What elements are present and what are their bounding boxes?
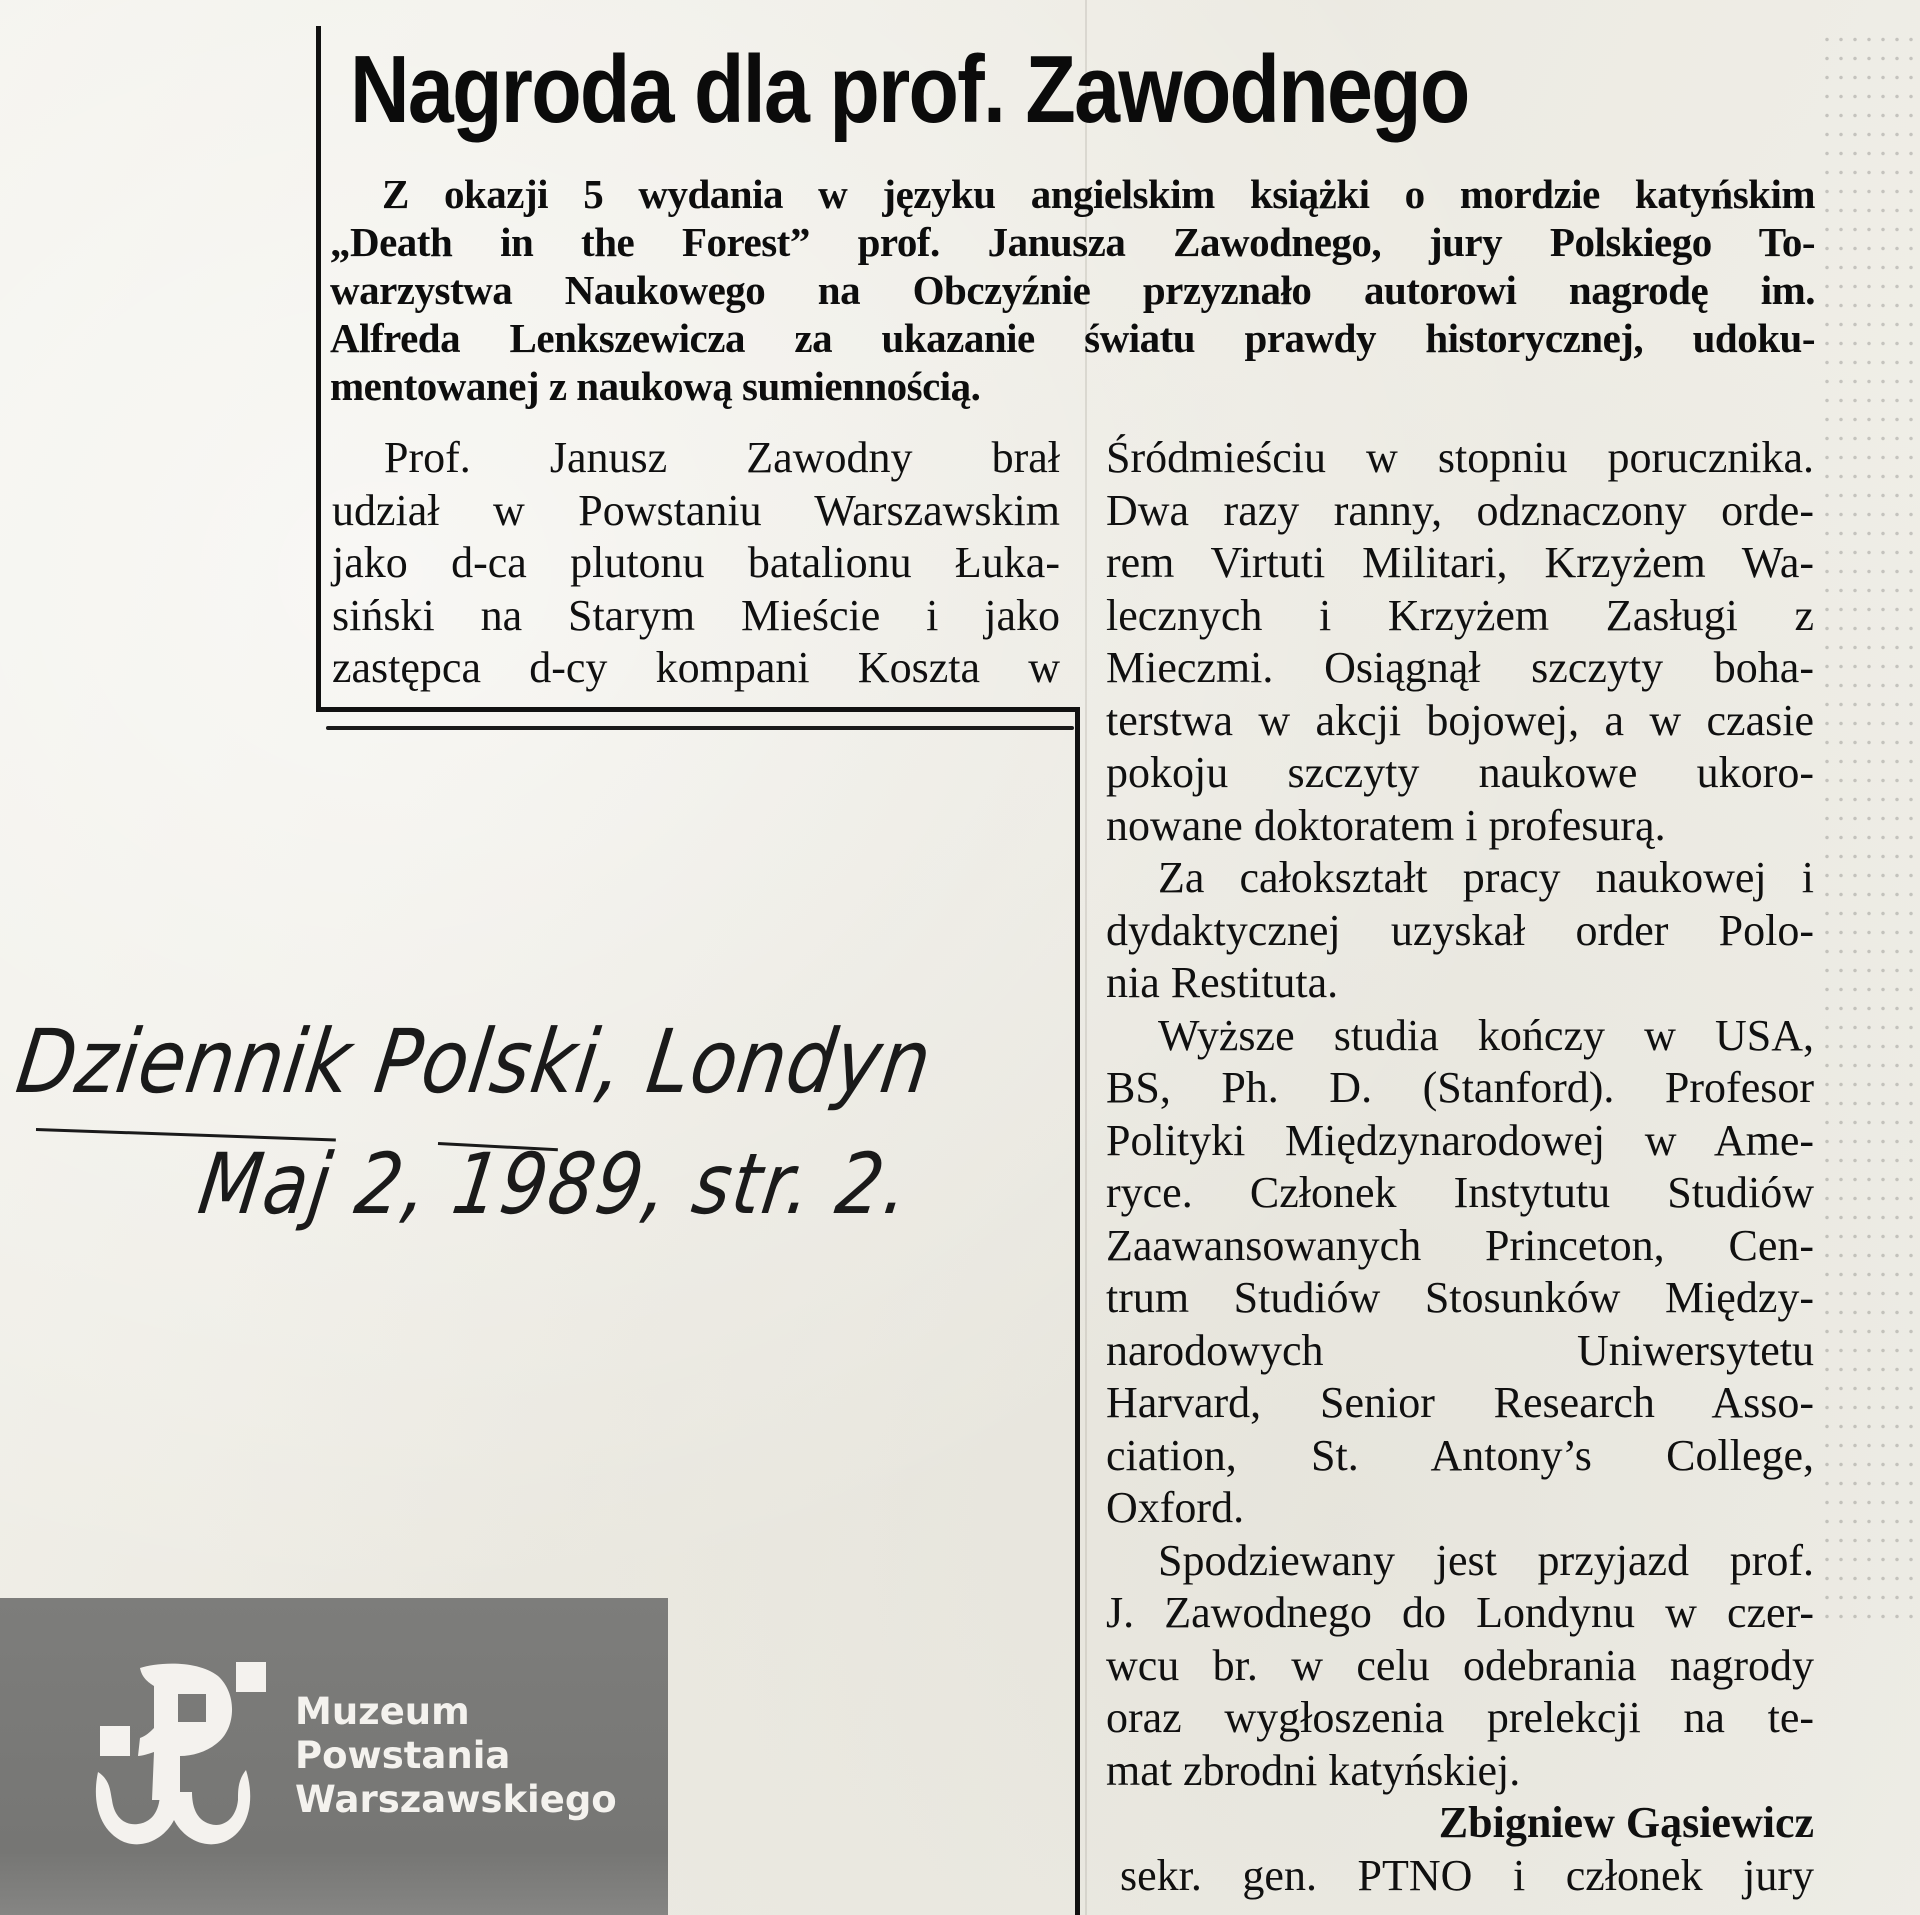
column-line: Prof. Janusz Zawodny brał [384,433,1060,482]
column-line: narodowych Uniwersytetu [1106,1325,1814,1375]
column-line: Wyższe studia kończy w USA, [1158,1010,1814,1060]
museum-watermark [0,1598,668,1915]
column-line: J. Zawodnego do Londynu w czer- [1106,1588,1814,1637]
author-name: Zbigniew Gąsiewicz [1438,1798,1814,1847]
author-title: sekr. gen. PTNO i członek jury [1120,1850,1814,1900]
column-line: nia Restituta. [1106,958,1339,1007]
column-line: terstwa w akcji bojowej, a w czasie [1106,695,1814,745]
museum-name-line: Powstania [295,1734,511,1777]
frame-rule-left [316,26,321,712]
article-column-right [1106,432,1814,1902]
column-line: siński na Starym Mieście i jako [332,590,1060,640]
handwritten-line: Maj 2, 1989, str. 2. [193,1135,917,1233]
column-line: Śródmieściu w stopniu porucznika. [1106,433,1814,482]
column-line: udział w Powstaniu Warszawskim [332,485,1060,535]
lead-line: mentowanej z naukową sumiennością. [330,363,981,409]
lead-line: „Death in the Forest” prof. Janusza Zawodnego, jury Polskiego To- [330,219,1815,265]
column-line: Zaawansowanych Princeton, Cen- [1106,1220,1814,1270]
column-line: mat zbrodni katyńskiej. [1106,1745,1521,1795]
kotwica-anchor-icon [88,1660,268,1850]
divider-rule [326,726,1074,730]
column-line: Oxford. [1106,1483,1245,1532]
handwritten-source-note [10,1010,939,1290]
column-line: dydaktycznej uzyskał order Polo- [1106,905,1814,955]
column-line: lecznych i Krzyżem Zasługi z [1106,590,1814,640]
museum-name-line: Muzeum [295,1690,470,1733]
column-line: trum Studiów Stosunków Między- [1106,1273,1814,1322]
column-line: BS, Ph. D. (Stanford). Profesor [1106,1063,1814,1112]
column-line: oraz wygłoszenia prelekcji na te- [1106,1693,1814,1742]
column-line: Polityki Międzynarodowej w Ame- [1106,1115,1814,1165]
frame-rule-column [1075,707,1080,1915]
column-line: ryce. Członek Instytutu Studiów [1106,1168,1814,1217]
divider-rule [316,707,1076,712]
article-headline: Nagroda dla prof. Zawodnego [350,36,1469,143]
article-lead [330,170,1815,410]
column-line: Harvard, Senior Research Asso- [1106,1378,1814,1427]
column-line: Za całokształt pracy naukowej i [1158,853,1814,902]
column-line: ciation, St. Antony’s College, [1106,1430,1814,1480]
column-line: jako d-ca plutonu batalionu Łuka- [332,538,1060,587]
museum-name [295,1690,617,1822]
lead-line: Z okazji 5 wydania w języku angielskim książki o mordzie katyńskim [382,171,1815,217]
lead-line: warzystwa Naukowego na Obczyźnie przyznało autorowi nagrodę im. [330,267,1815,313]
lead-line: Alfreda Lenkszewicza za ukazanie światu prawdy historycznej, udoku- [330,315,1815,361]
column-line: zastępca d-cy kompani Koszta w [332,643,1060,692]
column-line: Dwa razy ranny, odznaczony orde- [1106,485,1814,535]
column-line: Spodziewany jest przyjazd prof. [1158,1535,1814,1585]
column-line: pokoju szczyty naukowe ukoro- [1106,748,1814,797]
print-noise [1820,30,1920,1630]
handwritten-line: Dziennik Polski, Londyn [10,1010,939,1113]
column-line: nowane doktoratem i profesurą. [1106,800,1666,850]
museum-name-line: Warszawskiego [295,1778,617,1821]
column-line: rem Virtuti Militari, Krzyżem Wa- [1106,538,1814,587]
column-line: wcu br. w celu odebrania nagrody [1106,1640,1814,1690]
article-column-left [332,432,1060,695]
column-line: Mieczmi. Osiągnął szczyty boha- [1106,643,1814,692]
